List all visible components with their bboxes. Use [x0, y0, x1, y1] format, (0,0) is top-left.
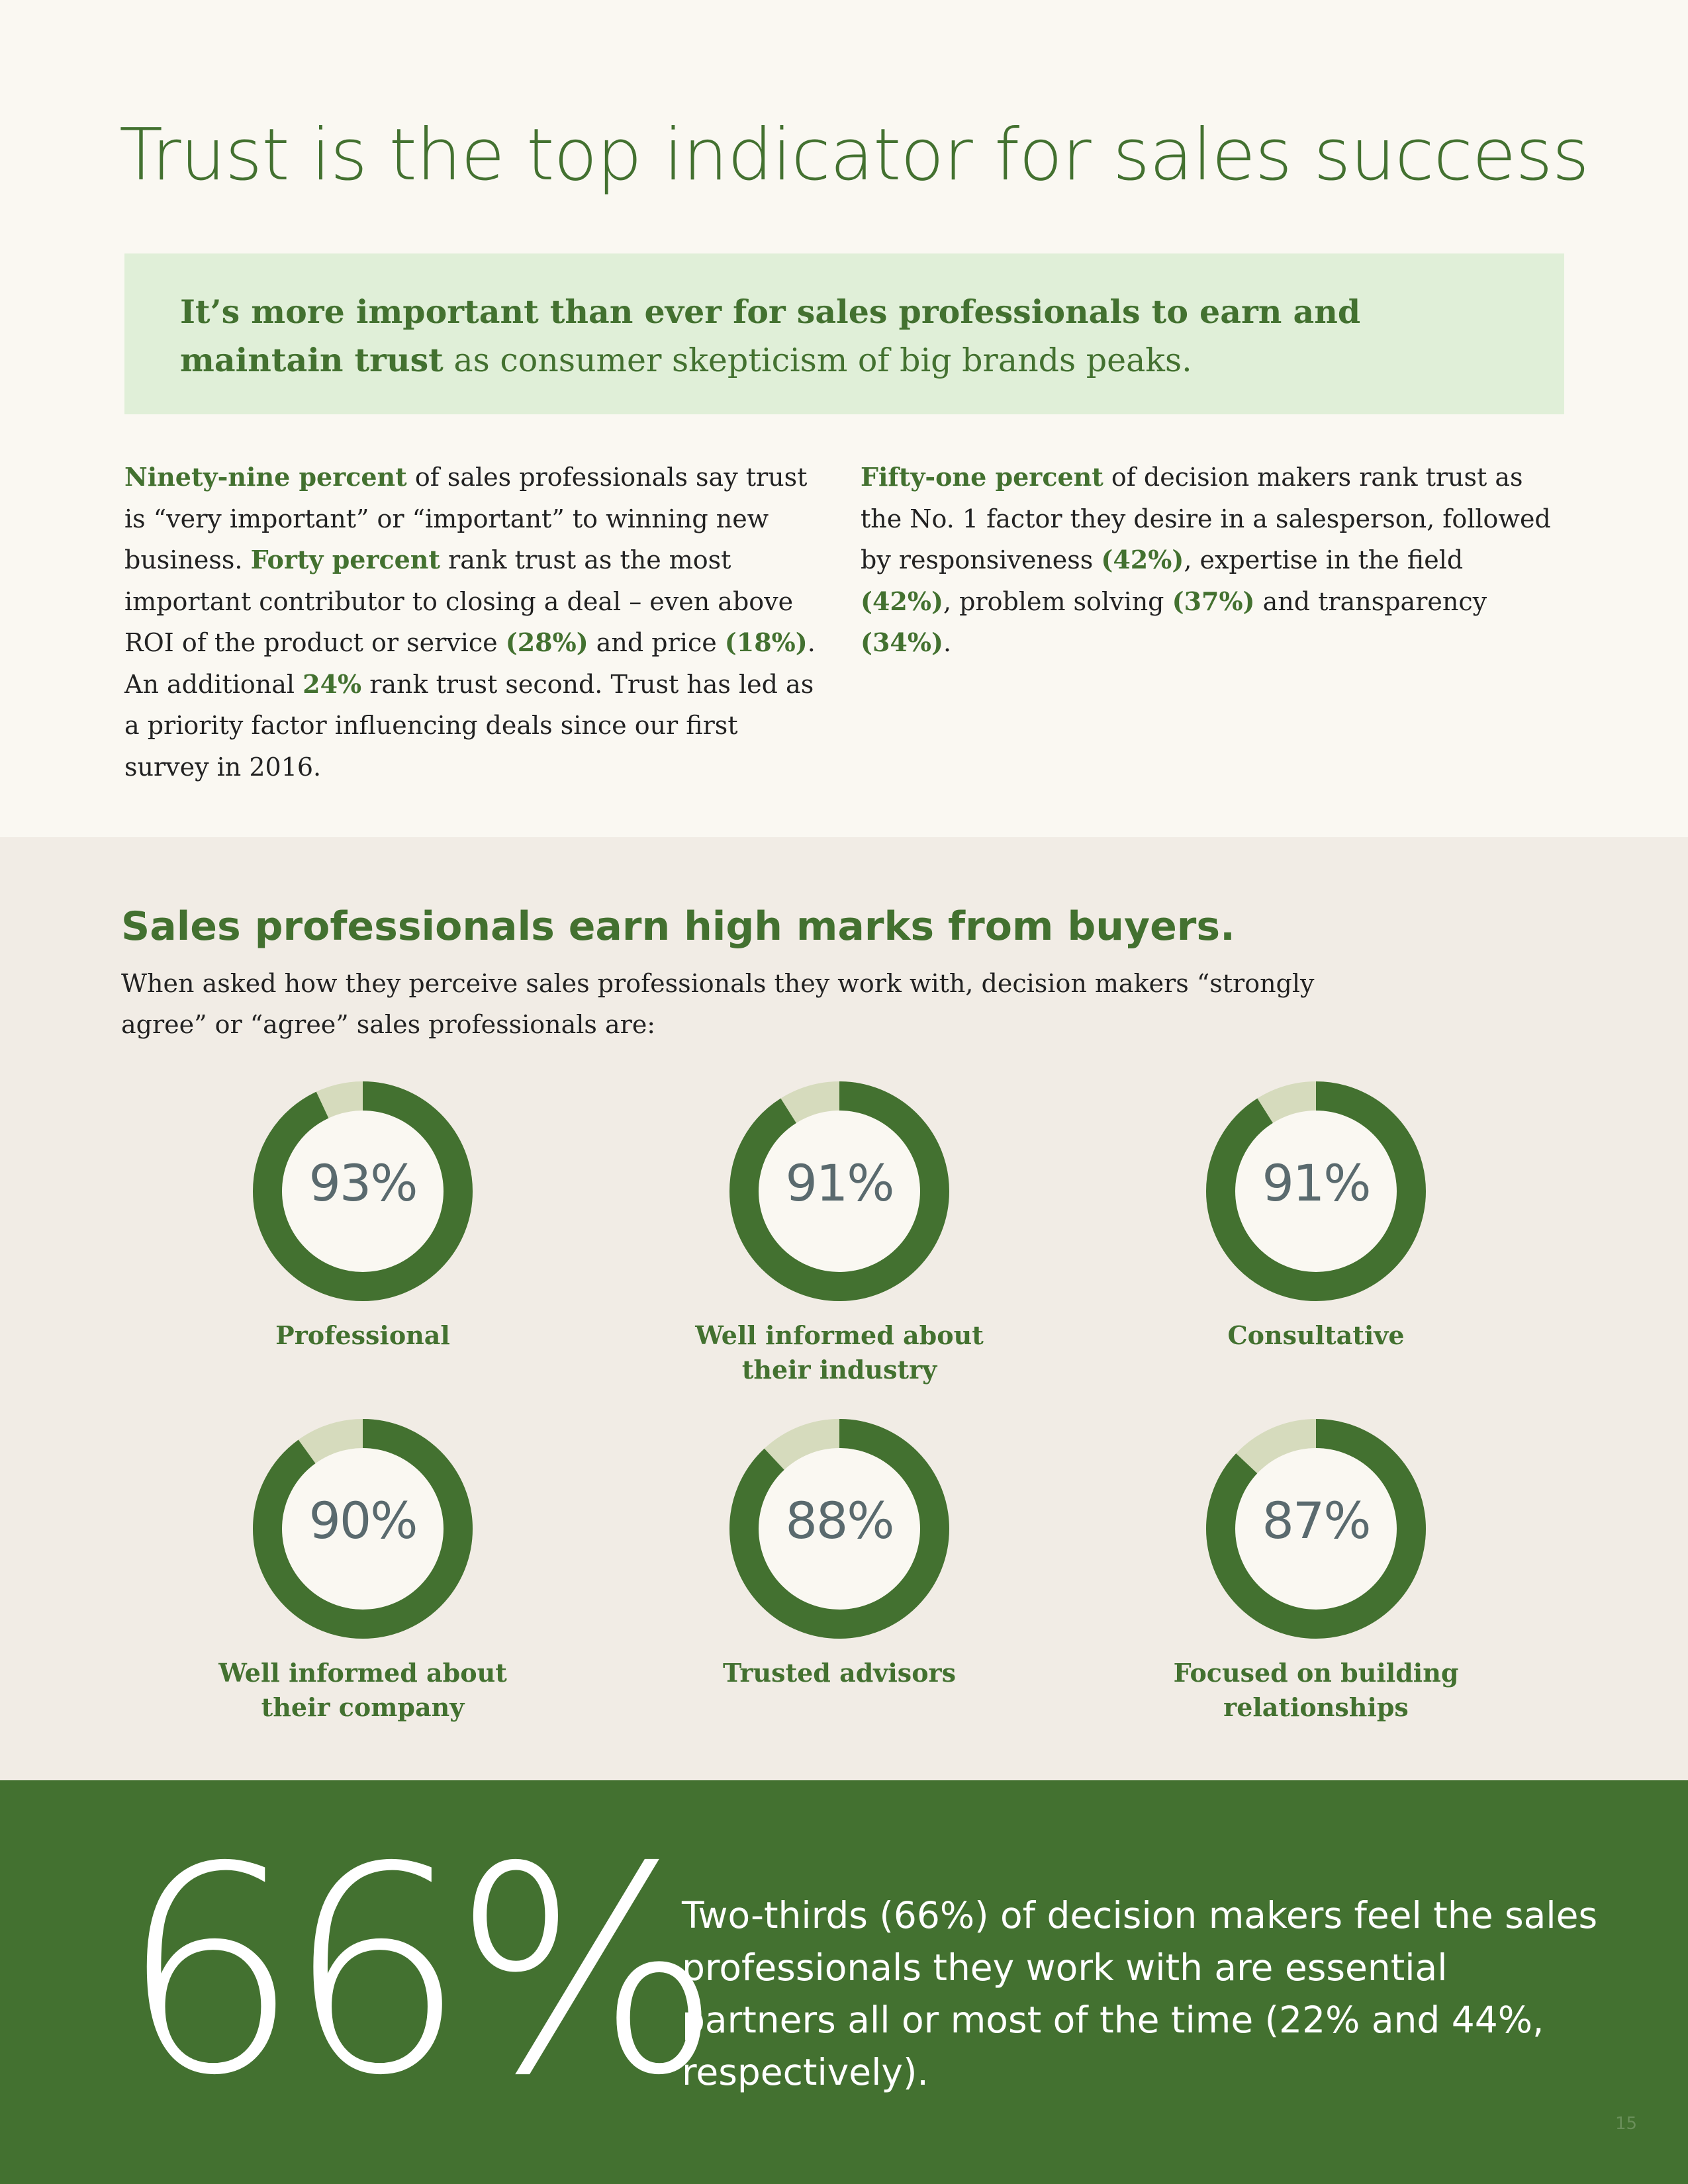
- body-text: rank trust as the most important contributor to closing a deal – even above ROI of the product or service: [124, 545, 794, 657]
- callout-text: [180, 288, 1509, 385]
- highlight-stat: Fifty-one percent: [861, 462, 1103, 492]
- body-text: , expertise in the field: [1184, 545, 1464, 574]
- right-column-text: [861, 457, 1556, 664]
- callout-strong: It’s more important than ever for sales professionals to earn and maintain trust: [180, 293, 1361, 379]
- donut-category-label: Focused on building relationships: [1173, 1658, 1459, 1722]
- body-text: rank trust second. Trust has led as a priority factor influencing deals since our first survey in 2016.: [124, 669, 814, 782]
- donut-4: [164, 1416, 561, 1734]
- body-text: and transparency: [1254, 586, 1487, 616]
- body-text: and price: [588, 628, 725, 657]
- donut-category-label: Well informed about their company: [218, 1658, 507, 1722]
- donut-category-label: Trusted advisors: [723, 1658, 956, 1688]
- body-text: of decision makers rank trust as the No. 1 factor they desire in a salesperson, followed by responsiveness: [861, 463, 1551, 574]
- donut-1: [164, 1079, 561, 1396]
- big-stat-number: 66%: [119, 1807, 708, 2138]
- body-text: of sales professionals say trust is “very important” or “important” to winning new business.: [124, 463, 808, 574]
- donut-percent-label: 88%: [785, 1491, 894, 1550]
- donut-percent-label: 91%: [1262, 1154, 1370, 1212]
- highlight-stat: (28%): [505, 627, 588, 657]
- page-title: Trust is the top indicator for sales success: [119, 114, 1589, 197]
- callout-box: [124, 253, 1564, 414]
- body-text: .: [943, 628, 952, 657]
- donut-3: [1117, 1079, 1515, 1396]
- donut-percent-label: 93%: [308, 1154, 417, 1212]
- highlight-stat: 24%: [303, 668, 362, 699]
- highlight-stat: (37%): [1172, 586, 1255, 616]
- highlight-stat: (18%): [724, 627, 808, 657]
- page-number: 15: [1615, 2114, 1638, 2134]
- donut-2: [641, 1079, 1038, 1396]
- highlight-stat: Forty percent: [250, 545, 440, 574]
- section-intro: When asked how they perceive sales professionals they work with, decision makers “strongly agree” or “agree” sales professionals are:: [121, 969, 1315, 1039]
- donut-percent-label: 91%: [785, 1154, 894, 1212]
- donut-percent-label: 87%: [1262, 1491, 1370, 1550]
- highlight-stat: Ninety-nine percent: [124, 462, 407, 492]
- left-column-text: [124, 457, 820, 788]
- donut-category-label: Professional: [275, 1320, 450, 1350]
- donut-category-label: Well informed about their industry: [695, 1320, 984, 1385]
- highlight-stat: (42%): [861, 586, 943, 616]
- donut-category-label: Consultative: [1227, 1320, 1405, 1350]
- body-text: , problem solving: [943, 586, 1172, 616]
- body-text: . An additional: [124, 628, 816, 699]
- highlight-stat: (34%): [861, 627, 943, 657]
- highlight-stat: (42%): [1101, 545, 1184, 574]
- section-heading: Sales professionals earn high marks from buyers.: [121, 903, 1235, 950]
- donut-percent-label: 90%: [308, 1491, 417, 1550]
- donut-6: [1117, 1416, 1515, 1734]
- donut-5: [641, 1416, 1038, 1734]
- callout-rest: as consumer skepticism of big brands peaks.: [443, 341, 1192, 379]
- big-stat-description: Two-thirds (66%) of decision makers feel the sales professionals they work with are essential partners all or most of the time (22% and 44%, respectively).: [682, 1894, 1598, 2093]
